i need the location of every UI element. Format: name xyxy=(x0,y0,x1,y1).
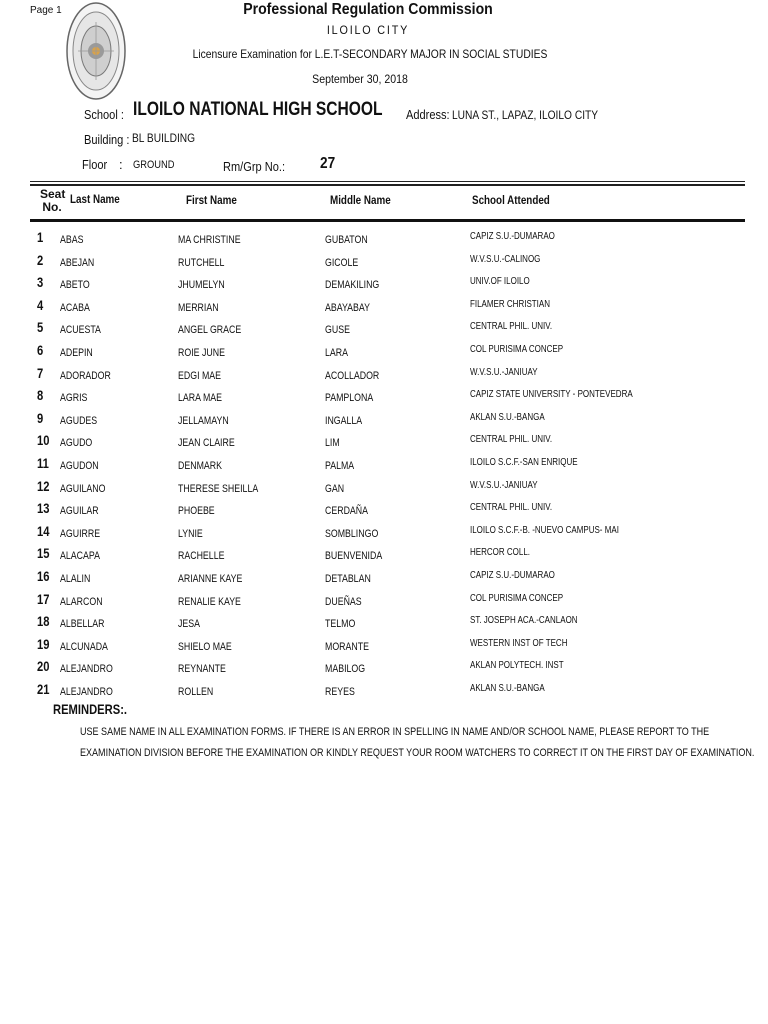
table-row xyxy=(0,568,768,591)
last-name: AGUILANO xyxy=(60,482,106,495)
school-attended: W.V.S.U.-JANIUAY xyxy=(470,479,538,491)
reminders-title: REMINDERS:. xyxy=(53,701,128,717)
middle-name: GICOLE xyxy=(325,256,359,269)
school-attended: ILOILO S.C.F.-SAN ENRIQUE xyxy=(470,456,578,468)
seat-number: 14 xyxy=(37,522,50,539)
first-name: RUTCHELL xyxy=(178,256,225,269)
middle-name: TELMO xyxy=(325,618,356,631)
seat-number: 2 xyxy=(37,251,44,268)
school-attended: CENTRAL PHIL. UNIV. xyxy=(470,321,553,333)
first-name: JEAN CLAIRE xyxy=(178,437,235,450)
seat-number: 11 xyxy=(37,454,49,471)
floor-value: GROUND xyxy=(133,159,175,171)
first-name: EDGI MAE xyxy=(178,369,222,382)
table-row xyxy=(0,523,768,546)
examinee-list xyxy=(0,229,768,703)
first-name: DENMARK xyxy=(178,459,223,472)
school-attended: WESTERN INST OF TECH xyxy=(470,637,568,649)
column-header-school: School Attended xyxy=(472,193,550,207)
school-attended: ST. JOSEPH ACA.-CANLAON xyxy=(470,615,578,627)
column-header-middle-name: Middle Name xyxy=(330,193,391,207)
room-value: 27 xyxy=(320,155,336,172)
first-name: SHIELO MAE xyxy=(178,640,232,653)
school-attended: HERCOR COLL. xyxy=(470,547,531,559)
first-name: RACHELLE xyxy=(178,550,225,563)
page-label: Page 1 xyxy=(30,5,62,16)
middle-name: SOMBLINGO xyxy=(325,527,379,540)
first-name: JESA xyxy=(178,618,201,631)
header-rule xyxy=(30,184,745,186)
seat-number: 20 xyxy=(37,658,50,675)
last-name: ABEJAN xyxy=(60,256,95,269)
school-attended: COL PURISIMA CONCEP xyxy=(470,343,564,355)
middle-name: LIM xyxy=(325,437,340,450)
last-name: AGUILAR xyxy=(60,505,99,518)
seat-number: 7 xyxy=(37,364,44,381)
last-name: AGRIS xyxy=(60,392,88,405)
table-row xyxy=(0,274,768,297)
last-name: AGUDO xyxy=(60,437,93,450)
last-name: ABAS xyxy=(60,234,84,246)
middle-name: LARA xyxy=(325,346,348,359)
school-attended: COL PURISIMA CONCEP xyxy=(470,592,564,604)
table-row xyxy=(0,319,768,342)
table-row xyxy=(0,387,768,410)
middle-name: CERDAÑA xyxy=(325,505,369,518)
first-name: LARA MAE xyxy=(178,392,223,405)
address-value: LUNA ST., LAPAZ, ILOILO CITY xyxy=(452,108,599,122)
school-attended: W.V.S.U.-CALINOG xyxy=(470,253,541,265)
first-name: ROLLEN xyxy=(178,685,214,698)
seat-number: 5 xyxy=(37,319,44,336)
table-row xyxy=(0,545,768,568)
middle-name: PALMA xyxy=(325,459,355,472)
seat-number: 3 xyxy=(37,274,44,291)
last-name: AGUDON xyxy=(60,459,99,472)
school-attended: CENTRAL PHIL. UNIV. xyxy=(470,502,553,514)
school-name: ILOILO NATIONAL HIGH SCHOOL xyxy=(133,99,383,120)
table-row xyxy=(0,455,768,478)
reminders-text: USE SAME NAME IN ALL EXAMINATION FORMS. IF THERE IS AN ERROR IN SPELLING IN NAME AND/OR SCHOOL NAME, PLEASE REPORT TO THE EXAMINATION DIVISION BEFORE THE EXAMINATION OR KINDLY REQUEST YOUR ROOM WATCHERS TO CORRECT IT ON THE FIRST DAY OF EXAMINATION. xyxy=(80,726,755,759)
table-header-rule xyxy=(30,219,745,222)
first-name: LYNIE xyxy=(178,527,203,540)
last-name: ACUESTA xyxy=(60,324,101,337)
middle-name: DETABLAN xyxy=(325,572,371,585)
first-name: THERESE SHEILLA xyxy=(178,482,259,495)
seat-number: 13 xyxy=(37,500,50,517)
first-name: MA CHRISTINE xyxy=(178,234,241,246)
building-value: BL BUILDING xyxy=(132,131,196,145)
table-row xyxy=(0,410,768,433)
last-name: AGUIRRE xyxy=(60,527,101,540)
address-label: Address: xyxy=(406,107,450,122)
table-row xyxy=(0,613,768,636)
seat-number: 10 xyxy=(37,432,50,449)
last-name: ACABA xyxy=(60,301,90,314)
exam-date: September 30, 2018 xyxy=(312,72,408,86)
school-attended: AKLAN S.U.-BANGA xyxy=(470,682,545,694)
floor-colon: : xyxy=(119,157,123,172)
last-name: ABETO xyxy=(60,279,90,292)
middle-name: ABAYABAY xyxy=(325,301,370,314)
seat-number: 1 xyxy=(37,229,44,245)
middle-name: DEMAKILING xyxy=(325,279,380,292)
middle-name: GAN xyxy=(325,482,345,495)
school-attended: CAPIZ S.U.-DUMARAO xyxy=(470,569,555,581)
table-row xyxy=(0,478,768,501)
school-attended: CENTRAL PHIL. UNIV. xyxy=(470,434,553,446)
middle-name: DUEÑAS xyxy=(325,595,362,608)
school-label: School : xyxy=(84,107,124,122)
table-row xyxy=(0,229,768,252)
seat-number: 4 xyxy=(37,296,44,313)
last-name: ADEPIN xyxy=(60,346,93,359)
first-name: PHOEBE xyxy=(178,505,215,518)
middle-name: GUBATON xyxy=(325,234,368,246)
last-name: ALCUNADA xyxy=(60,640,108,653)
school-attended: UNIV.OF ILOILO xyxy=(470,276,530,288)
table-row xyxy=(0,252,768,275)
seat-number: 17 xyxy=(37,590,50,607)
table-row xyxy=(0,365,768,388)
table-row xyxy=(0,500,768,523)
column-header-last-name: Last Name xyxy=(70,192,120,206)
table-row xyxy=(0,658,768,681)
commission-title: Professional Regulation Commission xyxy=(243,1,493,18)
first-name: MERRIAN xyxy=(178,301,219,314)
table-row xyxy=(0,636,768,659)
seat-number: 8 xyxy=(37,387,44,404)
middle-name: MABILOG xyxy=(325,663,366,676)
seat-number: 9 xyxy=(37,409,44,426)
first-name: ARIANNE KAYE xyxy=(178,572,243,585)
city-title: ILOILO CITY xyxy=(326,23,410,37)
first-name: REYNANTE xyxy=(178,663,226,676)
middle-name: ACOLLADOR xyxy=(325,369,380,382)
seat-number: 21 xyxy=(37,680,50,697)
header-rule xyxy=(30,181,745,182)
school-attended: AKLAN S.U.-BANGA xyxy=(470,411,545,423)
last-name: ALALIN xyxy=(60,572,91,585)
middle-name: REYES xyxy=(325,685,355,698)
middle-name: INGALLA xyxy=(325,414,363,427)
first-name: ANGEL GRACE xyxy=(178,324,242,337)
school-attended: FILAMER CHRISTIAN xyxy=(470,298,551,310)
seat-number: 18 xyxy=(37,613,50,630)
first-name: JELLAMAYN xyxy=(178,414,229,427)
column-header-first-name: First Name xyxy=(186,193,237,207)
floor-label: Floor xyxy=(82,157,108,172)
school-attended: W.V.S.U.-JANIUAY xyxy=(470,366,538,378)
school-attended: AKLAN POLYTECH. INST xyxy=(470,660,564,672)
middle-name: PAMPLONA xyxy=(325,392,374,405)
table-row xyxy=(0,432,768,455)
building-label: Building : xyxy=(84,132,130,147)
first-name: JHUMELYN xyxy=(178,279,225,292)
column-header-seat: Seat No. xyxy=(40,187,66,214)
last-name: ALARCON xyxy=(60,595,103,608)
first-name: RENALIE KAYE xyxy=(178,595,241,608)
last-name: ADORADOR xyxy=(60,369,111,382)
last-name: ALACAPA xyxy=(60,550,100,563)
middle-name: GUSE xyxy=(325,324,350,337)
last-name: ALEJANDRO xyxy=(60,663,113,676)
table-row xyxy=(0,297,768,320)
table-row xyxy=(0,342,768,365)
first-name: ROIE JUNE xyxy=(178,346,225,359)
school-attended: CAPIZ STATE UNIVERSITY - PONTEVEDRA xyxy=(470,389,633,401)
seat-number: 15 xyxy=(37,545,50,562)
school-attended: ILOILO S.C.F.-B. -NUEVO CAMPUS- MAI xyxy=(470,524,619,536)
seat-number: 19 xyxy=(37,635,50,652)
last-name: ALBELLAR xyxy=(60,618,105,631)
seat-number: 6 xyxy=(37,341,44,358)
table-row xyxy=(0,591,768,614)
seat-number: 16 xyxy=(37,567,50,584)
school-attended: CAPIZ S.U.-DUMARAO xyxy=(470,231,555,242)
middle-name: BUENVENIDA xyxy=(325,550,383,563)
last-name: ALEJANDRO xyxy=(60,685,113,698)
middle-name: MORANTE xyxy=(325,640,369,653)
room-label: Rm/Grp No.: xyxy=(223,159,286,174)
exam-title: Licensure Examination for L.E.T-SECONDARY MAJOR IN SOCIAL STUDIES xyxy=(192,47,548,61)
seat-number: 12 xyxy=(37,477,50,494)
last-name: AGUDES xyxy=(60,414,98,427)
